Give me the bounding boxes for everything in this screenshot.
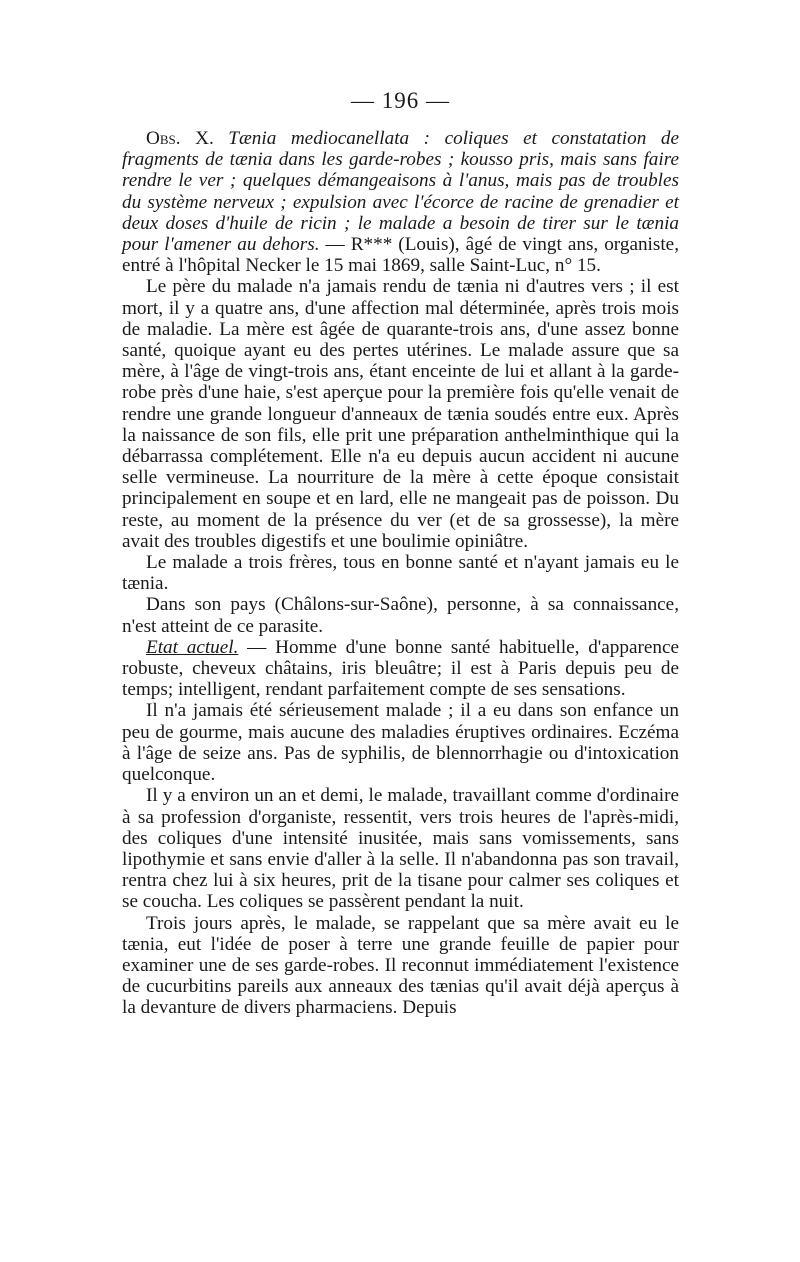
observation-heading-paragraph <box>122 128 679 276</box>
paragraph-discovery: Trois jours après, le malade, se rappelant que sa mère avait eu le tænia, eut l'idée de poser à terre une grande feuille de papier pour examiner une de ses garde-robes. Il reconnut immédiatement l'existence de cucurbitins pareils aux anneaux des tænias qu'il avait déjà aperçus à la devanture de divers pharmaciens. Depuis <box>122 912 679 1019</box>
observation-intro: — R*** (Louis), âgé de vingt ans, organiste, entré à l'hôpital Necker le 15 mai 1869, salle Saint-Luc, n° 15. <box>122 234 679 277</box>
observation-label: Obs. X. <box>146 128 214 149</box>
book-page <box>122 88 679 1019</box>
paragraph-home-country: Dans son pays (Châlons-sur-Saône), personne, à sa connaissance, n'est atteint de ce parasite. <box>122 594 679 637</box>
page-number: — 196 — <box>351 88 450 113</box>
paragraph-current-state <box>122 637 679 701</box>
current-state-text: — Homme d'une bonne santé habituelle, d'apparence robuste, cheveux châtains, iris bleuâtre; il est à Paris depuis peu de temps; intelligent, rendant parfaitement compte de ses sensations. <box>122 636 680 701</box>
paragraph-brothers: Le malade a trois frères, tous en bonne santé et n'ayant jamais eu le tænia. <box>122 552 679 595</box>
current-state-heading: Etat actuel. <box>146 636 239 658</box>
observation-title: Tænia mediocanellata : coliques et constatation de fragments de tænia dans les garde-robes ; kousso pris, mais sans faire rendre le ver ; quelques démangeaisons à l'anus, mais pas de troubles du système nerveux ; expulsion avec l'écorce de racine de grenadier et deux doses d'huile de ricin ; le malade a besoin de tirer sur le tænia pour l'amener au dehors. <box>122 128 679 256</box>
paragraph-family-history: Le père du malade n'a jamais rendu de tænia ni d'autres vers ; il est mort, il y a quatre ans, d'une affection mal déterminée, après trois mois de maladie. La mère est âgée de quarante-trois ans, d'une assez bonne santé, quoique ayant eu des pertes utérines. Le malade assure que sa mère, à l'âge de vingt-trois ans, étant enceinte de lui et allant à la garde-robe près d'une haie, s'est aperçue pour la première fois qu'elle venait de rendre une grande longueur d'anneaux de tænia soudés entre eux. Après la naissance de son fils, elle prit une préparation anthelminthique qui la débarrassa complétement. Elle n'a eu depuis aucun accident ni aucune selle vermineuse. La nourriture de la mère à cette époque consistait principalement en soupe et en lard, elle ne mangeait pas de poisson. Du reste, au moment de la présence du ver (et de sa grossesse), la mère avait des troubles digestifs et une boulimie opiniâtre. <box>122 276 679 552</box>
paragraph-onset: Il y a environ un an et demi, le malade, travaillant comme d'ordinaire à sa profession d'organiste, ressentit, vers trois heures de l'après-midi, des coliques d'une intensité inusitée, mais sans vomissements, sans lipothymie et sans envie d'aller à la selle. Il n'abandonna pas son travail, rentra chez lui à six heures, prit de la tisane pour calmer ses coliques et se coucha. Les coliques se passèrent pendant la nuit. <box>122 785 679 913</box>
paragraph-medical-history: Il n'a jamais été sérieusement malade ; il a eu dans son enfance un peu de gourme, mais aucune des maladies éruptives ordinaires. Eczéma à l'âge de seize ans. Pas de syphilis, de blennorrhagie ou d'intoxication quelconque. <box>122 700 679 786</box>
